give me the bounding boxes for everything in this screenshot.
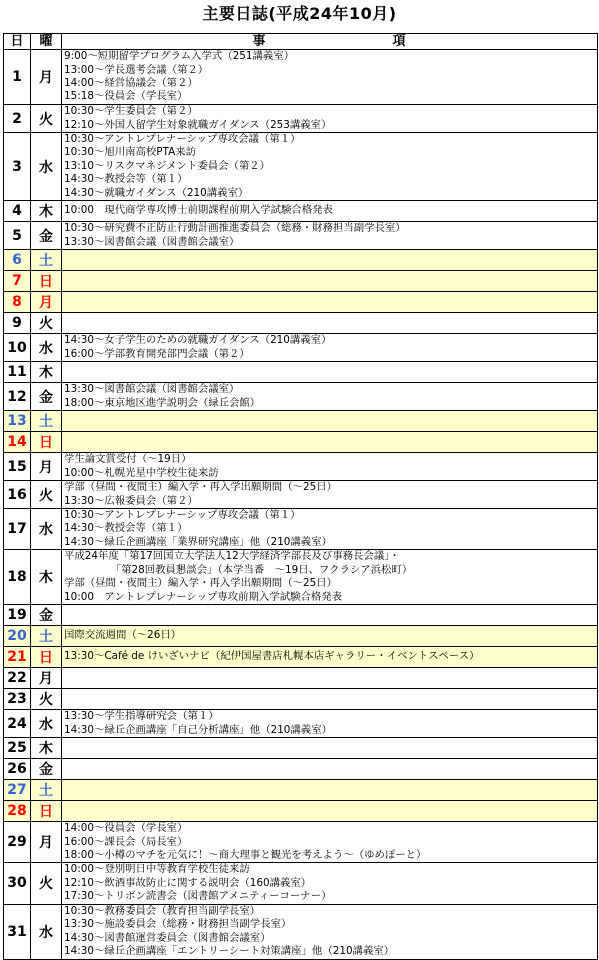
table-row bbox=[4, 647, 598, 668]
table-row bbox=[4, 201, 598, 222]
table-row bbox=[4, 759, 598, 780]
table-row bbox=[4, 250, 598, 271]
weekday: 土 bbox=[31, 780, 62, 801]
table-row bbox=[4, 550, 598, 605]
weekday: 水 bbox=[31, 710, 62, 738]
events-cell bbox=[62, 271, 598, 292]
table-row bbox=[4, 133, 598, 201]
events-cell bbox=[62, 710, 598, 738]
table-row bbox=[4, 271, 598, 292]
events-cell bbox=[62, 605, 598, 626]
weekday: 土 bbox=[31, 411, 62, 432]
weekday: 水 bbox=[31, 904, 62, 959]
weekday: 月 bbox=[31, 453, 62, 481]
events-cell bbox=[62, 334, 598, 362]
events-cell bbox=[62, 250, 598, 271]
table-row bbox=[4, 362, 598, 383]
event-line: 13:30～図書館会議（図書館会議室） bbox=[64, 235, 240, 248]
event-line: 14:00～役員会（学長室） bbox=[64, 822, 188, 835]
event-line: 学部（昼間・夜間主）編入学・再入学出願期間（～25日） bbox=[64, 577, 337, 590]
event-line: 13:30～施設委員会（総務・財務担当副学長室） bbox=[64, 918, 292, 931]
table-row bbox=[4, 105, 598, 133]
events-cell bbox=[62, 481, 598, 509]
event-line: 14:30～就職ガイダンス（210講義室） bbox=[64, 186, 249, 199]
day-number: 23 bbox=[4, 689, 31, 710]
weekday: 水 bbox=[31, 509, 62, 550]
events-cell bbox=[62, 822, 598, 863]
weekday: 火 bbox=[31, 313, 62, 334]
events-cell bbox=[62, 550, 598, 605]
weekday: 木 bbox=[31, 362, 62, 383]
table-row bbox=[4, 710, 598, 738]
weekday: 金 bbox=[31, 383, 62, 411]
events-cell bbox=[62, 801, 598, 822]
table-row bbox=[4, 509, 598, 550]
day-number: 27 bbox=[4, 780, 31, 801]
weekday: 火 bbox=[31, 689, 62, 710]
table-row bbox=[4, 822, 598, 863]
day-number: 26 bbox=[4, 759, 31, 780]
table-row bbox=[4, 863, 598, 904]
events-cell bbox=[62, 626, 598, 647]
event-line: 学生論文賞受付（～19日） bbox=[64, 453, 192, 466]
table-row bbox=[4, 222, 598, 250]
weekday: 日 bbox=[31, 647, 62, 668]
table-row bbox=[4, 334, 598, 362]
events-cell bbox=[62, 201, 598, 222]
events-cell bbox=[62, 689, 598, 710]
day-number: 14 bbox=[4, 432, 31, 453]
day-number: 30 bbox=[4, 863, 31, 904]
day-number: 7 bbox=[4, 271, 31, 292]
events-cell bbox=[62, 647, 598, 668]
table-row bbox=[4, 904, 598, 959]
day-number: 11 bbox=[4, 362, 31, 383]
day-number: 21 bbox=[4, 647, 31, 668]
day-number: 24 bbox=[4, 710, 31, 738]
event-line: 13:10～リスクマネジメント委員会（第２） bbox=[64, 159, 271, 172]
day-number: 12 bbox=[4, 383, 31, 411]
day-number: 25 bbox=[4, 738, 31, 759]
weekday: 火 bbox=[31, 863, 62, 904]
events-cell bbox=[62, 222, 598, 250]
event-line: 10:30～アントレプレナーシップ専攻会議（第１） bbox=[64, 133, 301, 146]
day-number: 17 bbox=[4, 509, 31, 550]
event-line: 10:30～研究費不正防止行動計画推進委員会（総務・財務担当副学長室） bbox=[64, 222, 406, 235]
weekday: 土 bbox=[31, 250, 62, 271]
event-line: 10:30～アントレプレナーシップ専攻会議（第１） bbox=[64, 509, 301, 521]
events-cell bbox=[62, 432, 598, 453]
daily-log-table bbox=[3, 33, 598, 960]
day-number: 8 bbox=[4, 292, 31, 313]
weekday: 日 bbox=[31, 271, 62, 292]
table-row bbox=[4, 313, 598, 334]
weekday: 日 bbox=[31, 801, 62, 822]
event-line: 国際交流週間（～26日） bbox=[64, 629, 182, 642]
weekday: 木 bbox=[31, 550, 62, 605]
event-line: 14:30～教授会等（第１） bbox=[64, 173, 188, 186]
events-cell bbox=[62, 509, 598, 550]
table-row bbox=[4, 801, 598, 822]
event-line: 10:30～教務委員会（教育担当副学長室） bbox=[64, 904, 261, 917]
table-row bbox=[4, 432, 598, 453]
weekday: 木 bbox=[31, 738, 62, 759]
weekday: 月 bbox=[31, 668, 62, 689]
event-line: 学部（昼間・夜間主）編入学・再入学出願期間（～25日） bbox=[64, 481, 337, 494]
header-events: 事 項 bbox=[62, 34, 598, 50]
page-title: 主要日誌(平成24年10月) bbox=[202, 4, 397, 23]
table-row bbox=[4, 738, 598, 759]
weekday: 月 bbox=[31, 822, 62, 863]
event-line: 9:00～短期留学プログラム入学式（251講義室） bbox=[64, 50, 295, 63]
events-cell bbox=[62, 863, 598, 904]
weekday: 土 bbox=[31, 626, 62, 647]
events-cell bbox=[62, 904, 598, 959]
event-line: 14:30～緑丘企画講座「エントリーシート対策講座」他（210講義室） bbox=[64, 944, 395, 957]
header-day: 日 bbox=[4, 34, 31, 50]
event-line: 13:30～広報委員会（第２） bbox=[64, 494, 198, 507]
event-line: 10:30～旭川南高校PTA来訪 bbox=[64, 146, 196, 159]
event-line: 14:30～緑丘企画講座「自己分析講座」他（210講義室） bbox=[64, 723, 332, 736]
event-line: 13:30～図書館会議（図書館会議室） bbox=[64, 383, 240, 396]
event-line: 18:00～小樽のマチを元気に！～商大理事と観光を考えよう～（ゆめぽーと） bbox=[64, 848, 427, 861]
day-number: 15 bbox=[4, 453, 31, 481]
event-line: 「第28回教員懇談会」（本学当番 ～19日、フクラシア浜松町） bbox=[64, 563, 413, 576]
day-number: 1 bbox=[4, 50, 31, 105]
table-row bbox=[4, 668, 598, 689]
events-cell bbox=[62, 133, 598, 201]
day-number: 9 bbox=[4, 313, 31, 334]
event-line: 10:30～学生委員会（第２） bbox=[64, 105, 198, 118]
event-line: 14:30～図書館運営委員会（図書館会議室） bbox=[64, 931, 271, 944]
event-line: 12:10～外国人留学生対象就職ガイダンス（253講義室） bbox=[64, 118, 332, 131]
table-row bbox=[4, 383, 598, 411]
weekday: 金 bbox=[31, 605, 62, 626]
event-line: 12:10～飲酒事故防止に関する説明会（160講義室） bbox=[64, 876, 312, 889]
events-cell bbox=[62, 292, 598, 313]
day-number: 31 bbox=[4, 904, 31, 959]
header-weekday: 曜 bbox=[31, 34, 62, 50]
day-number: 18 bbox=[4, 550, 31, 605]
weekday: 水 bbox=[31, 334, 62, 362]
day-number: 19 bbox=[4, 605, 31, 626]
table-row bbox=[4, 481, 598, 509]
weekday: 金 bbox=[31, 222, 62, 250]
day-number: 20 bbox=[4, 626, 31, 647]
events-cell bbox=[62, 668, 598, 689]
day-number: 3 bbox=[4, 133, 31, 201]
events-cell bbox=[62, 759, 598, 780]
day-number: 16 bbox=[4, 481, 31, 509]
day-number: 6 bbox=[4, 250, 31, 271]
events-cell bbox=[62, 453, 598, 481]
event-line: 14:30～緑丘企画講座「業界研究講座」他（210講義室） bbox=[64, 535, 332, 548]
event-line: 16:00～学部教育開発部門会議（第２） bbox=[64, 347, 250, 360]
table-row bbox=[4, 50, 598, 105]
weekday: 日 bbox=[31, 432, 62, 453]
day-number: 4 bbox=[4, 201, 31, 222]
day-number: 2 bbox=[4, 105, 31, 133]
event-line: 10:00 アントレプレナーシップ専攻前期入学試験合格発表 bbox=[64, 590, 343, 603]
event-line: 18:00～東京地区進学説明会（緑丘会館） bbox=[64, 396, 261, 409]
event-line: 17:30～トリボン読書会（図書館アメニティーコーナー） bbox=[64, 890, 332, 903]
table-row bbox=[4, 453, 598, 481]
event-line: 16:00～課長会（局長室） bbox=[64, 835, 188, 848]
weekday: 火 bbox=[31, 105, 62, 133]
event-line: 13:30～学生指導研究会（第１） bbox=[64, 710, 219, 723]
events-cell bbox=[62, 105, 598, 133]
events-cell bbox=[62, 383, 598, 411]
table-row bbox=[4, 292, 598, 313]
day-number: 5 bbox=[4, 222, 31, 250]
weekday: 月 bbox=[31, 292, 62, 313]
table-row bbox=[4, 411, 598, 432]
weekday: 月 bbox=[31, 50, 62, 105]
day-number: 22 bbox=[4, 668, 31, 689]
weekday: 水 bbox=[31, 133, 62, 201]
weekday: 金 bbox=[31, 759, 62, 780]
events-cell bbox=[62, 738, 598, 759]
event-line: 平成24年度「第17回国立大学法人12大学経済学部長及び事務長会議」・ bbox=[64, 550, 400, 563]
table-row bbox=[4, 689, 598, 710]
table-row bbox=[4, 605, 598, 626]
event-line: 10:00 現代商学専攻博士前期課程前期入学試験合格発表 bbox=[64, 204, 333, 217]
event-line: 13:30～Café de けいざいナビ（紀伊国屋書店札幌本店ギャラリー・イベントスペース） bbox=[64, 650, 480, 663]
events-cell bbox=[62, 780, 598, 801]
event-line: 13:00～学長選考会議（第２） bbox=[64, 63, 209, 76]
table-row bbox=[4, 626, 598, 647]
weekday: 木 bbox=[31, 201, 62, 222]
day-number: 28 bbox=[4, 801, 31, 822]
table-header-row bbox=[4, 34, 598, 50]
event-line: 10:00～札幌光星中学校生徒来訪 bbox=[64, 466, 219, 479]
event-line: 14:30～女子学生のための就職ガイダンス（210講義室） bbox=[64, 334, 332, 347]
day-number: 13 bbox=[4, 411, 31, 432]
weekday: 火 bbox=[31, 481, 62, 509]
events-cell bbox=[62, 411, 598, 432]
events-cell bbox=[62, 362, 598, 383]
day-number: 29 bbox=[4, 822, 31, 863]
events-cell bbox=[62, 50, 598, 105]
event-line: 10:00～登別明日中等教育学校生徒来訪 bbox=[64, 863, 250, 876]
event-line: 15:18～役員会（学長室） bbox=[64, 90, 188, 103]
events-cell bbox=[62, 313, 598, 334]
event-line: 14:30～教授会等（第１） bbox=[64, 522, 188, 535]
event-line: 14:00～経営協議会（第２） bbox=[64, 77, 198, 89]
day-number: 10 bbox=[4, 334, 31, 362]
table-row bbox=[4, 780, 598, 801]
